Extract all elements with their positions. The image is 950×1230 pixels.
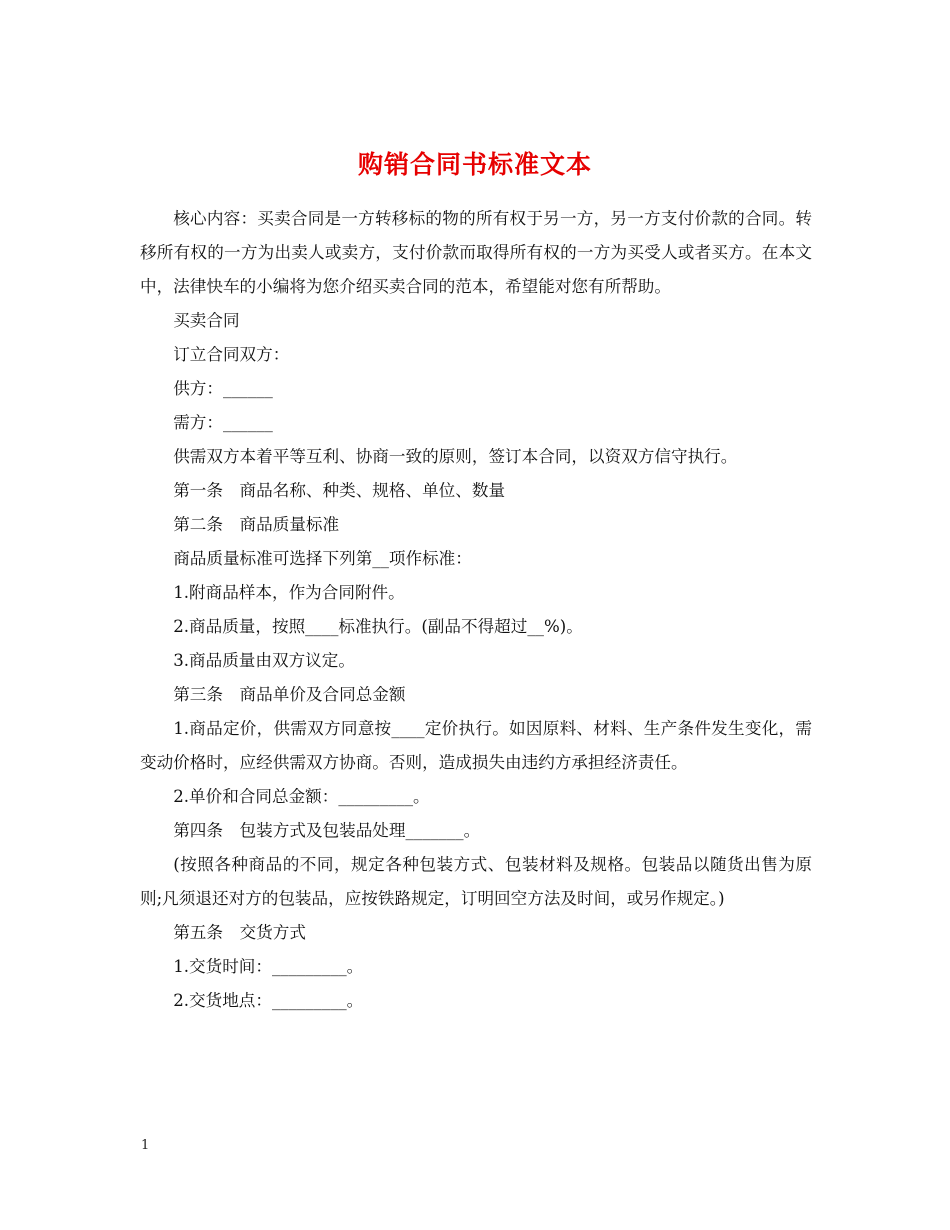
document-title: 购销合同书标准文本 [357, 149, 592, 179]
supplier-line: 供方：______ [173, 379, 273, 398]
price-item-2: 2.单价和合同总金额：_________。 [173, 787, 430, 806]
intro-paragraph: 核心内容：买卖合同是一方转移标的物的所有权于另一方，另一方支付价款的合同。转移所有权的一方为出卖人或卖方，支付价款而取得所有权的一方为买受人或者买方。在本文中，法律快车的小编将为您介绍买卖合同的范本，希望能对您有所帮助。 [140, 209, 812, 296]
article-5-heading: 第五条 交货方式 [173, 923, 306, 942]
document-body [140, 202, 812, 1018]
parties-label: 订立合同双方： [173, 345, 290, 364]
quality-item-1: 1.附商品样本，作为合同附件。 [173, 583, 405, 602]
quality-item-2: 2.商品质量，按照____标准执行。(副品不得超过__%)。 [173, 617, 583, 636]
article-4-heading: 第四条 包装方式及包装品处理_______。 [173, 821, 481, 840]
quality-standard-intro: 商品质量标准可选择下列第__项作标准： [173, 549, 472, 568]
quality-item-3: 3.商品质量由双方议定。 [173, 651, 355, 670]
price-item-1: 1.商品定价，供需双方同意按____定价执行。如因原料、材料、生产条件发生变化，需变动价格时，应经供需双方协商。否则，造成损失由违约方承担经济责任。 [140, 719, 812, 772]
contract-heading: 买卖合同 [173, 311, 240, 330]
buyer-line: 需方：______ [173, 413, 273, 432]
article-1-heading: 第一条 商品名称、种类、规格、单位、数量 [173, 481, 506, 500]
packaging-note: (按照各种商品的不同，规定各种包装方式、包装材料及规格。包装品以随货出售为原则;凡须退还对方的包装品，应按铁路规定，订明回空方法及时间，或另作规定。) [140, 855, 812, 908]
delivery-time: 1.交货时间：_________。 [173, 957, 364, 976]
delivery-place: 2.交货地点：_________。 [173, 991, 364, 1010]
article-3-heading: 第三条 商品单价及合同总金额 [173, 685, 406, 704]
principle-paragraph: 供需双方本着平等互利、协商一致的原则，签订本合同，以资双方信守执行。 [173, 447, 738, 466]
page-number: 1 [141, 1138, 150, 1153]
article-2-heading: 第二条 商品质量标准 [173, 515, 340, 534]
